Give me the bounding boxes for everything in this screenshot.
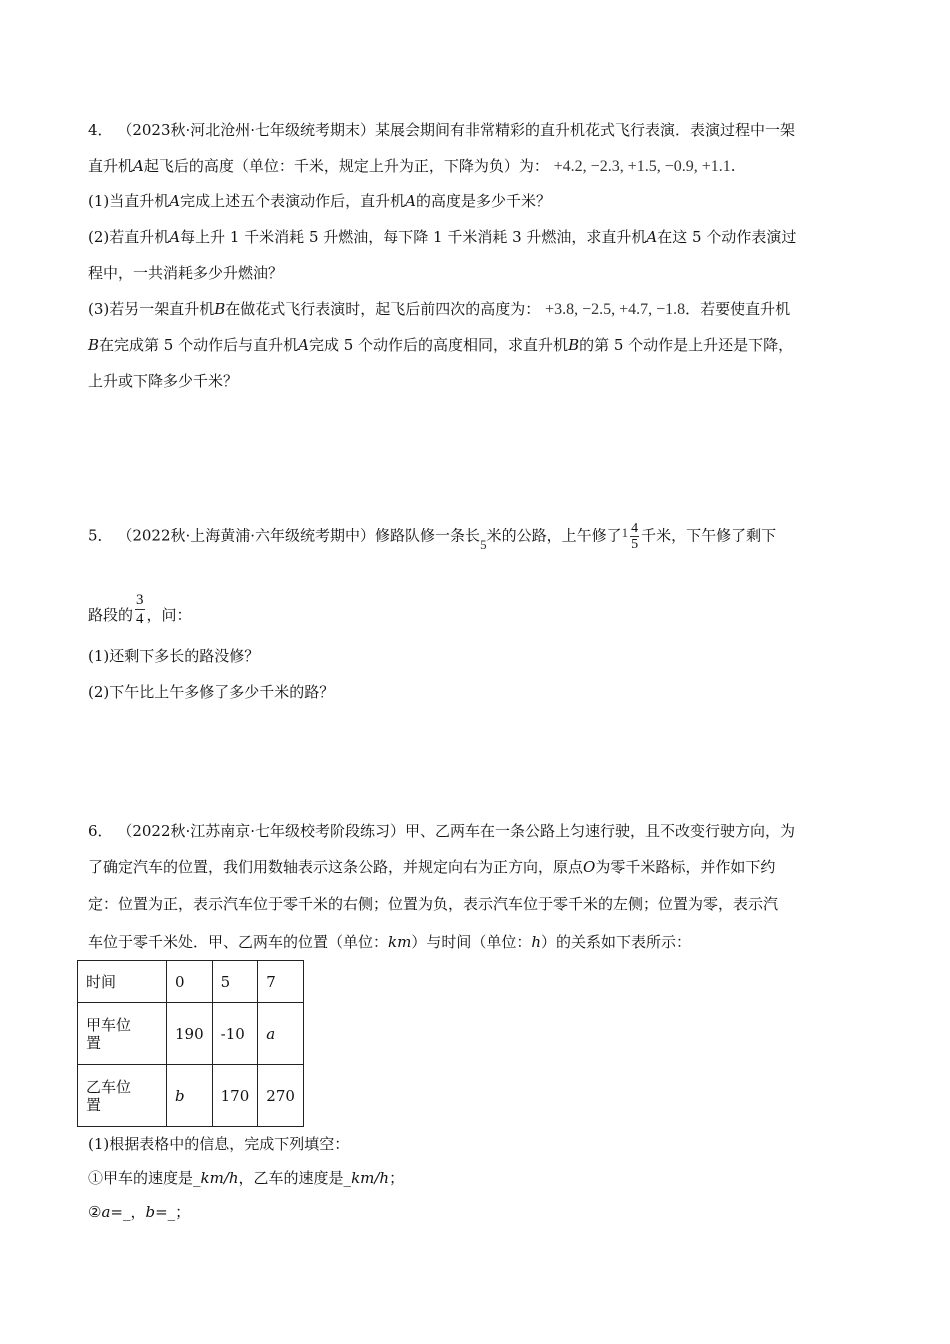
- row-label-line: 甲车位: [86, 1015, 132, 1034]
- q4-p3-text: 在做花式飞行表演时，起飞后前四次的高度为：: [225, 300, 541, 318]
- q4-period: .: [730, 157, 736, 175]
- speed-unit: km/h: [200, 1169, 239, 1187]
- q6-fill-text: ；: [389, 1169, 405, 1187]
- q4-p1-text: (1)当直升机: [88, 192, 170, 210]
- q4-p3-text: 在完成第 5 个动作后与直升机: [99, 336, 299, 354]
- heli-a-label: A: [133, 157, 144, 175]
- q4-p3-text: (3)若另一架直升机: [88, 300, 215, 318]
- q4-p1-text: 完成上述五个表演动作后，直升机: [180, 192, 406, 210]
- q6-fill-text: ，乙车的速度是_: [238, 1169, 352, 1187]
- table-cell: 7: [258, 961, 304, 1003]
- fraction-denominator: 4: [136, 611, 144, 627]
- q6-part-1: (1)根据表格中的信息，完成下列填空：: [88, 1135, 350, 1153]
- q6-part-1-ii: [88, 1201, 190, 1222]
- q6-stem-text: 车位于零千米处．甲、乙两车的位置（单位：: [88, 933, 389, 951]
- q4-stem-text: 起飞后的高度（单位：千米，规定上升为正，下降为负）为：: [143, 157, 549, 175]
- table-cell: 时间: [78, 961, 167, 1003]
- table-row-jia: [78, 1003, 304, 1065]
- table-cell-label: [78, 1065, 167, 1127]
- q6-stem-text: 甲、乙两车在一条公路上匀速行驶，且不改变行驶方向，为: [405, 822, 796, 840]
- q6-line-4: [88, 931, 691, 952]
- q4-p2-text: 每上升 1 千米消耗 5 升燃油，每下降 1 千米消耗 3 升燃油，求直升机: [180, 228, 647, 246]
- q4-p3-text: 的第 5 个动作是上升还是下降，: [579, 336, 794, 354]
- q5-line-1: [88, 521, 776, 552]
- heli-a-label: A: [169, 228, 181, 246]
- table-cell: 270: [258, 1065, 304, 1127]
- q5-stem-text: 米的公路，上午修了: [486, 526, 622, 545]
- q6-line-2: [88, 856, 775, 877]
- heli-b-label: B: [88, 336, 100, 354]
- heights-b-values: +3.8, −2.5, +4.7, −1.8: [545, 301, 686, 318]
- fraction-numerator: 3: [136, 592, 144, 608]
- table-cell: b: [167, 1065, 213, 1127]
- q5-part-2: (2)下午比上午多修了多少千米的路？: [88, 683, 335, 701]
- q4-source: （2023秋·河北沧州·七年级统考期末）: [117, 121, 376, 139]
- q6-part-1-i: [88, 1167, 404, 1188]
- table-row-header: [78, 961, 304, 1003]
- var-a: a: [101, 1203, 111, 1221]
- q4-p1-text: 的高度是多少千米？: [415, 192, 551, 210]
- q6-fill-text: ①甲车的速度是_: [88, 1169, 201, 1187]
- q4-part-1: [88, 190, 551, 211]
- q4-part-2-line-2: 程中，一共消耗多少升燃油？: [88, 264, 284, 282]
- unit-h: h: [531, 933, 542, 951]
- q5-stem-text: 千米，下午修了剩下: [641, 526, 777, 545]
- table-cell: 0: [167, 961, 213, 1003]
- heli-a-label: A: [646, 228, 658, 246]
- var-b: b: [145, 1203, 156, 1221]
- q6-stem-text: ）与时间（单位：: [411, 933, 532, 951]
- q5-stem-text: 修路队修一条长: [375, 526, 481, 545]
- heli-b-label: B: [214, 300, 226, 318]
- q6-fill-text: =_，: [110, 1203, 146, 1221]
- table-row-yi: [78, 1065, 304, 1127]
- q4-part-3-line-2: [88, 334, 793, 355]
- q4-p3-text: 完成 5 个动作后的高度相同，求直升机: [308, 336, 569, 354]
- q5-line-2: [88, 591, 192, 628]
- heli-a-label: A: [298, 336, 309, 354]
- origin-label: O: [583, 858, 596, 876]
- position-table: [77, 960, 304, 1127]
- q4-part-3-line-3: 上升或下降多少千米？: [88, 372, 239, 390]
- q6-number: 6．: [88, 822, 113, 840]
- q5-stem-text: 路段的: [88, 605, 134, 624]
- q6-stem-text: ）的关系如下表所示：: [541, 933, 692, 951]
- row-label-line: 乙车位: [86, 1077, 132, 1096]
- heli-b-label: B: [568, 336, 580, 354]
- table-cell: 170: [212, 1065, 258, 1127]
- morning-numerator: 4: [631, 521, 639, 536]
- q5-number: 5．: [88, 526, 113, 545]
- table-cell: a: [258, 1003, 304, 1065]
- table-cell: -10: [212, 1003, 258, 1065]
- heights-a-values: +4.2, −2.3, +1.5, −0.9, +1.1: [553, 158, 731, 175]
- morning-fraction: [630, 521, 639, 552]
- q4-line-2: [88, 155, 736, 176]
- q6-source: （2022秋·江苏南京·七年级校考阶段练习）: [117, 822, 406, 840]
- heli-a-label: A: [169, 192, 181, 210]
- speed-unit: km/h: [351, 1169, 390, 1187]
- q6-line-1: [88, 820, 795, 841]
- q4-stem: 某展会期间有非常精彩的直升机花式飞行表演．表演过程中一架: [375, 121, 796, 139]
- q4-number: 4．: [88, 121, 113, 139]
- row-label-line: 置: [86, 1095, 102, 1114]
- row-label-line: 置: [86, 1033, 102, 1052]
- q4-stem-text: 直升机: [88, 157, 134, 175]
- q6-stem-text: 了确定汽车的位置，我们用数轴表示这条公路，并规定向右为正方向，原点: [88, 858, 584, 876]
- morning-denominator: 5: [631, 537, 639, 552]
- q6-fill-text: ②: [88, 1203, 102, 1221]
- table-cell: 190: [167, 1003, 213, 1065]
- q4-p3-text: ．若要使直升机: [685, 300, 791, 318]
- q5-source: （2022秋·上海黄浦·六年级统考期中）: [117, 526, 376, 545]
- q4-p2-text: (2)若直升机: [88, 228, 170, 246]
- q6-line-3: 定：位置为正，表示汽车位于零千米的右侧；位置为负，表示汽车位于零千米的左侧；位置为零，表示汽: [88, 895, 779, 913]
- afternoon-fraction: [135, 591, 145, 628]
- q4-part-2: [88, 226, 796, 247]
- q4-p2-text: 在这 5 个动作表演过: [657, 228, 797, 246]
- heli-a-label: A: [405, 192, 416, 210]
- q6-fill-text: =_；: [155, 1203, 191, 1221]
- table-cell: 5: [212, 961, 258, 1003]
- q4-line-1: [88, 119, 795, 140]
- q5-stem-text: ，问：: [146, 605, 192, 624]
- q5-part-1: (1)还剩下多长的路没修？: [88, 647, 260, 665]
- morning-whole: 1: [621, 524, 629, 540]
- q4-part-3: [88, 298, 790, 319]
- road-length-value: 5: [480, 536, 487, 552]
- unit-km: km: [388, 933, 412, 951]
- table-cell-label: [78, 1003, 167, 1065]
- q6-stem-text: 为零千米路标，并作如下约: [595, 858, 776, 876]
